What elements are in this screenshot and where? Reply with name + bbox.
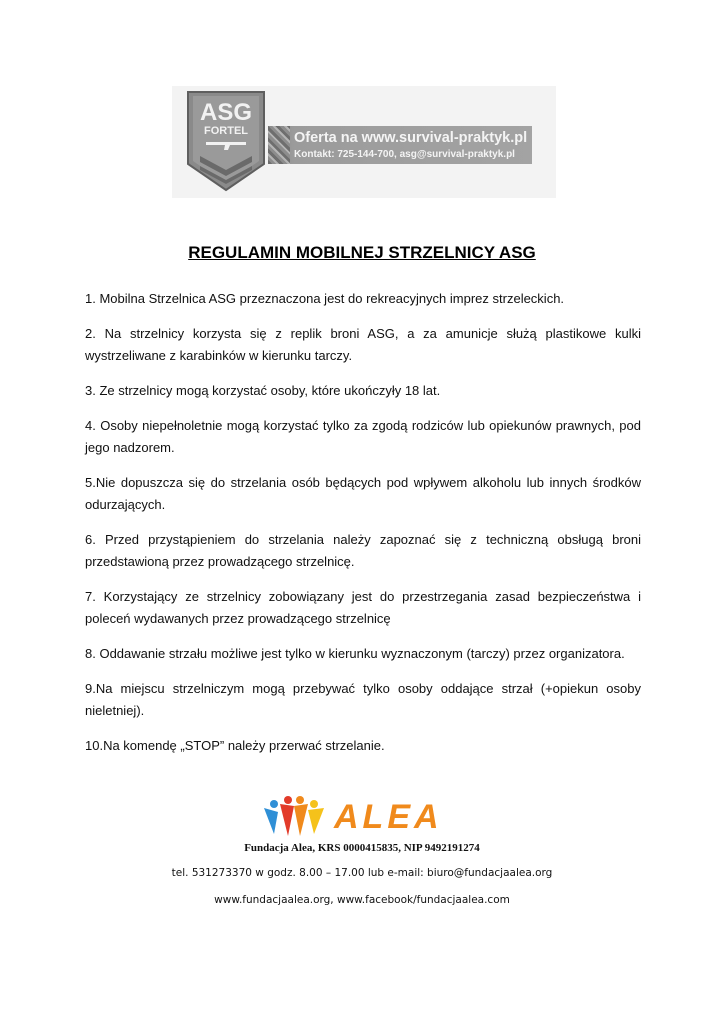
banner-offer-text: Oferta na www.survival-praktyk.pl — [294, 130, 528, 146]
rule-item: 5.Nie dopuszcza się do strzelania osób będących pod wpływem alkoholu lub innych środków odurzających. — [85, 475, 641, 512]
rule-item: 2. Na strzelnicy korzysta się z replik broni ASG, a za amunicje służą plastikowe kulki wystrzeliwane z karabinków w kierunku tarczy. — [85, 326, 641, 363]
document-title: REGULAMIN MOBILNEJ STRZELNICY ASG — [188, 243, 536, 262]
rule-item: 1. Mobilna Strzelnica ASG przeznaczona jest do rekreacyjnych imprez strzeleckich. — [85, 291, 565, 306]
alea-people-icon — [262, 794, 328, 840]
banner-camo-pattern — [268, 126, 290, 164]
rule-item: 7. Korzystający ze strzelnicy zobowiązany jest do przestrzegania zasad bezpieczeństwa i poleceń wydawanych przez prowadzącego strzelnicę — [85, 589, 641, 626]
alea-logo-text: ALEA — [334, 798, 443, 836]
rule-item: 9.Na miejscu strzelniczym mogą przebywać tylko osoby oddające strzał (+opiekun osoby nieletniej). — [85, 681, 641, 718]
alea-logo — [262, 794, 472, 840]
asg-fortel-banner — [172, 86, 556, 198]
rule-item: 4. Osoby niepełnoletnie mogą korzystać tylko za zgodą rodziców lub opiekunów prawnych, pod jego nadzorem. — [85, 418, 641, 455]
rule-item: 6. Przed przystąpieniem do strzelania należy zapoznać się z techniczną obsługą broni przedstawioną przez prowadzącego strzelnicę. — [85, 532, 641, 569]
rule-item: 3. Ze strzelnicy mogą korzystać osoby, które ukończyły 18 lat. — [85, 383, 441, 398]
rules-list — [85, 288, 641, 770]
rule-item: 8. Oddawanie strzału możliwe jest tylko w kierunku wyznaczonym (tarczy) przez organizatora. — [85, 646, 625, 661]
contact-info: tel. 531273370 w godz. 8.00 – 17.00 lub e-mail: biuro@fundacjaalea.org — [171, 867, 553, 879]
web-links: www.fundacjaalea.org, www.facebook/fundacjaalea.com — [214, 894, 510, 906]
svg-text:FORTEL: FORTEL — [204, 125, 248, 137]
banner-contact-text: Kontakt: 725-144-700, asg@survival-praktyk.pl — [294, 149, 515, 160]
asg-fortel-logo — [184, 90, 268, 194]
rule-item: 10.Na komendę „STOP” należy przerwać strzelanie. — [85, 738, 385, 753]
svg-text:ASG: ASG — [199, 99, 253, 126]
foundation-info: Fundacja Alea, KRS 0000415835, NIP 9492191274 — [244, 842, 480, 854]
